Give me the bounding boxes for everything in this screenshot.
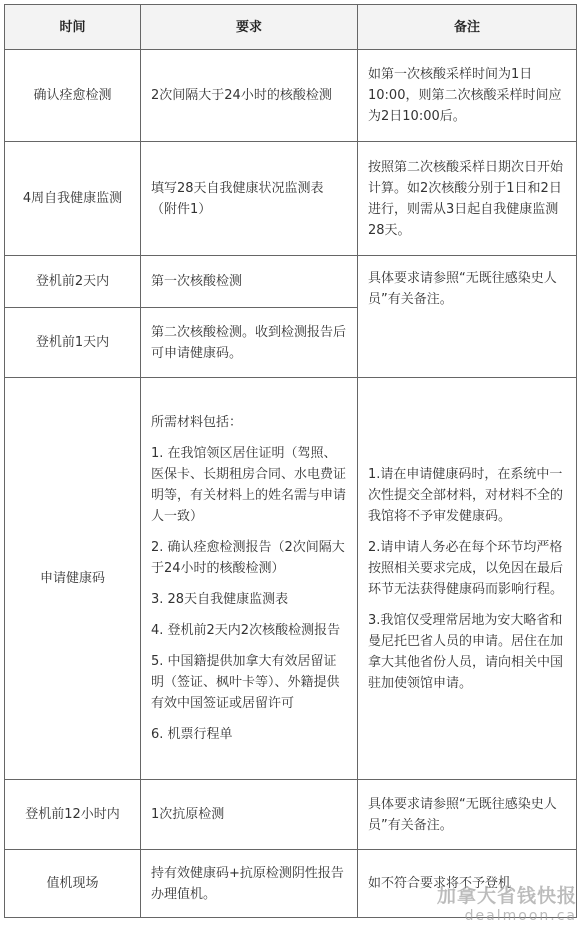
note-cell: 如不符合要求将不予登机 — [358, 850, 577, 918]
requirement-cell: 第二次核酸检测。收到检测报告后可申请健康码。 — [141, 308, 358, 378]
time-cell: 登机前2天内 — [5, 256, 141, 308]
time-cell: 登机前12小时内 — [5, 780, 141, 850]
requirement-cell — [141, 378, 358, 780]
header-time: 时间 — [5, 5, 141, 50]
watermark-url: dealmoon.ca — [464, 908, 577, 924]
materials-item: 6. 机票行程单 — [151, 727, 233, 742]
requirement-cell: 填写28天自我健康状况监测表（附件1） — [141, 142, 358, 256]
note-paragraph: 2.请申请人务必在每个环节均严格按照相关要求完成，以免因在最后环节无法获得健康码而影响行程。 — [368, 539, 564, 597]
table-row — [5, 142, 577, 256]
note-cell: 具体要求请参照“无既往感染史人员”有关备注。 — [358, 780, 577, 850]
time-cell: 4周自我健康监测 — [5, 142, 141, 256]
table-row — [5, 378, 577, 780]
requirement-cell: 1次抗原检测 — [141, 780, 358, 850]
watermark-title: 加拿大省钱快报 — [436, 885, 577, 907]
note-cell: 具体要求请参照“无既往感染史人员”有关备注。 — [358, 256, 577, 378]
materials-item: 4. 登机前2天内2次核酸检测报告 — [151, 623, 341, 638]
header-note: 备注 — [358, 5, 577, 50]
watermark — [437, 881, 577, 924]
materials-item: 1. 在我馆领区居住证明（驾照、医保卡、长期租房合同、水电费证明等，有关材料上的姓名需与申请人一致） — [151, 446, 347, 524]
table-row — [5, 50, 577, 142]
note-cell — [358, 378, 577, 780]
table-row — [5, 256, 577, 308]
time-cell: 值机现场 — [5, 850, 141, 918]
requirement-cell: 2次间隔大于24小时的核酸检测 — [141, 50, 358, 142]
note-cell: 按照第二次核酸采样日期次日开始计算。如2次核酸分别于1日和2日进行，则需从3日起自我健康监测28天。 — [358, 142, 577, 256]
header-requirement: 要求 — [141, 5, 358, 50]
time-cell: 登机前1天内 — [5, 308, 141, 378]
materials-item: 2. 确认痊愈检测报告（2次间隔大于24小时的核酸检测） — [151, 540, 345, 576]
header-row — [5, 5, 577, 50]
requirement-cell: 第一次核酸检测 — [141, 256, 358, 308]
materials-item: 3. 28天自我健康监测表 — [151, 592, 289, 607]
note-paragraph: 1.请在申请健康码时，在系统中一次性提交全部材料，对材料不全的我馆将不予审发健康码。 — [368, 466, 564, 524]
time-cell: 确认痊愈检测 — [5, 50, 141, 142]
materials-item: 5. 中国籍提供加拿大有效居留证明（签证、枫叶卡等）、外籍提供有效中国签证或居留许可 — [151, 654, 340, 711]
note-cell: 如第一次核酸采样时间为1日10:00，则第二次核酸采样时间应为2日10:00后。 — [358, 50, 577, 142]
materials-intro: 所需材料包括： — [151, 415, 243, 430]
note-paragraph: 3.我馆仅受理常居地为安大略省和曼尼托巴省人员的申请。居住在加拿大其他省份人员，请向相关中国驻加使领馆申请。 — [368, 612, 564, 691]
requirements-table — [4, 4, 577, 918]
time-cell: 申请健康码 — [5, 378, 141, 780]
requirement-cell: 持有效健康码+抗原检测阴性报告办理值机。 — [141, 850, 358, 918]
table-row — [5, 780, 577, 850]
